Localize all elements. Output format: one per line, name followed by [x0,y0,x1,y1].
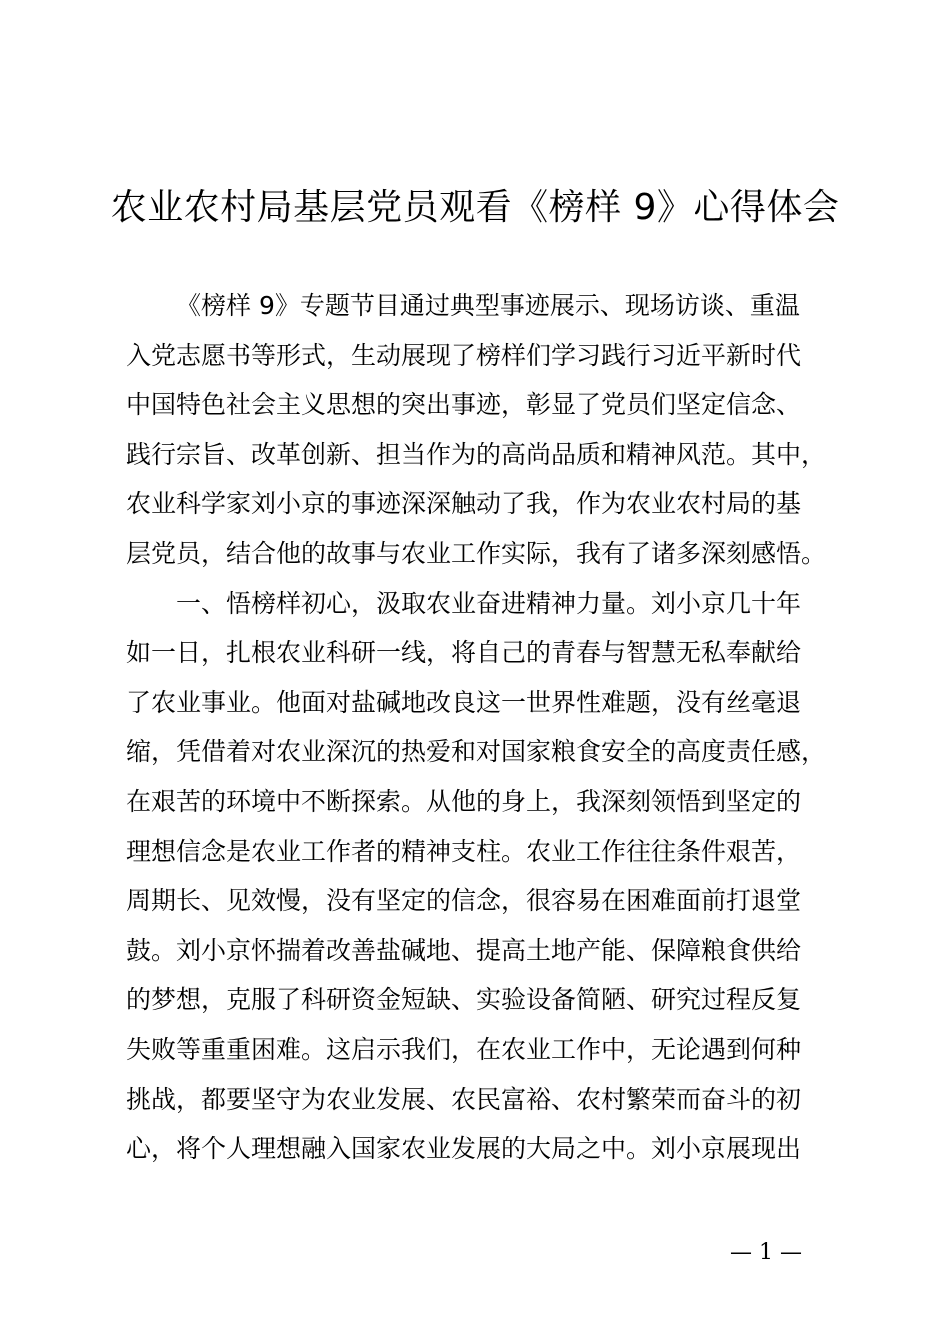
paragraph-line: 周期长、见效慢，没有坚定的信念，很容易在困难面前打退堂 [126,886,802,916]
paragraph-line: 践行宗旨、改革创新、担当作为的高尚品质和精神风范。其中， [126,439,827,469]
paragraph-line: 如一日，扎根农业科研一线，将自己的青春与智慧无私奉献给 [126,638,802,668]
paragraph-line: 鼓。刘小京怀揣着改善盐碱地、提高土地产能、保障粮食供给 [126,935,802,965]
paragraph-line: 理想信念是农业工作者的精神支柱。农业工作往往条件艰苦， [126,836,802,866]
page-number: — 1 — [730,1240,802,1265]
paragraph-line: 中国特色社会主义思想的突出事迹，彰显了党员们坚定信念、 [126,390,802,420]
paragraph-line: 缩，凭借着对农业深沉的热爱和对国家粮食安全的高度责任感， [126,737,827,767]
document-body [126,281,838,1174]
document-title: 农业农村局基层党员观看《榜样 9》心得体会 [110,187,840,228]
paragraph-line: 失败等重重困难。这启示我们，在农业工作中，无论遇到何种 [126,1034,802,1064]
paragraph-line: 农业科学家刘小京的事迹深深触动了我，作为农业农村局的基 [126,489,802,519]
paragraph-line: 入党志愿书等形式，生动展现了榜样们学习践行习近平新时代 [126,340,802,370]
paragraph-line: 了农业事业。他面对盐碱地改良这一世界性难题，没有丝毫退 [126,687,802,717]
paragraph-line: 《榜样 9》专题节目通过典型事迹展示、现场访谈、重温 [176,291,800,320]
paragraph-line: 一、悟榜样初心，汲取农业奋进精神力量。刘小京几十年 [176,588,802,618]
paragraph-line: 层党员，结合他的故事与农业工作实际，我有了诸多深刻感悟。 [126,538,827,568]
paragraph-line: 心，将个人理想融入国家农业发展的大局之中。刘小京展现出 [126,1134,802,1164]
paragraph-line: 在艰苦的环境中不断探索。从他的身上，我深刻领悟到坚定的 [126,786,802,816]
paragraph-line: 挑战，都要坚守为农业发展、农民富裕、农村繁荣而奋斗的初 [126,1084,802,1114]
paragraph-line: 的梦想，克服了科研资金短缺、实验设备简陋、研究过程反复 [126,985,802,1015]
